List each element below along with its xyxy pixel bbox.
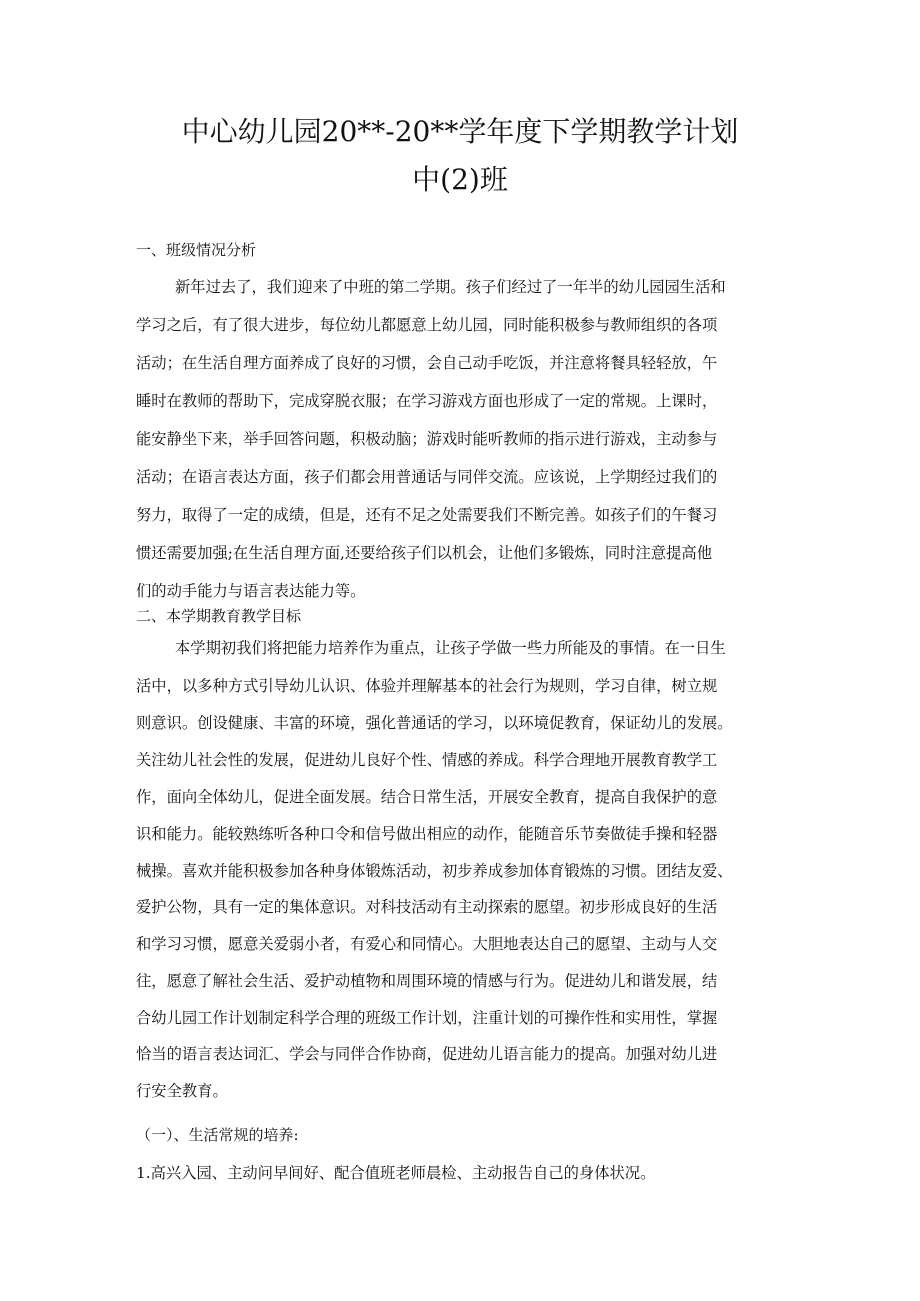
paragraph-line: 则意识。创设健康、丰富的环境，强化普通话的学习，以环境促教育，保证幼儿的发展。 <box>136 714 733 732</box>
paragraph-line: 合幼儿园工作计划制定科学合理的班级工作计划，注重计划的可操作性和实用性，掌握 <box>136 1009 718 1027</box>
paragraph-line: 和学习习惯，愿意关爱弱小者，有爱心和同情心。大胆地表达自己的愿望、主动与人交 <box>136 935 718 953</box>
document-subtitle: 中(2)班 <box>412 163 508 196</box>
paragraph-line: 们的动手能力与语言表达能力等。 <box>136 582 366 600</box>
paragraph-line: 活动；在生活自理方面养成了良好的习惯，会自己动手吃饭，并注意将餐具轻轻放，午 <box>136 354 718 372</box>
paragraph-line: 行安全教育。 <box>136 1082 228 1100</box>
paragraph-line: 能安静坐下来，举手回答问题，积极动脑；游戏时能听教师的指示进行游戏，主动参与 <box>136 430 718 448</box>
paragraph-line: 恰当的语言表达词汇、学会与同伴合作协商，促进幼儿语言能力的提高。加强对幼儿进 <box>136 1045 718 1063</box>
paragraph-line: 努力，取得了一定的成绩，但是，还有不足之处需要我们不断完善。如孩子们的午餐习 <box>136 506 718 524</box>
paragraph-line: 械操。喜欢并能积极参加各种身体锻炼活动，初步养成参加体育锻炼的习惯。团结友爱、 <box>136 862 733 880</box>
list-item: 1.高兴入园、主动问早间好、配合值班老师晨检、主动报告自己的身体状况。 <box>136 1164 656 1182</box>
paragraph-line: 学习之后，有了很大进步，每位幼儿都愿意上幼儿园，同时能积极参与教师组织的各项 <box>136 316 718 334</box>
paragraph-line: 活中，以多种方式引导幼儿认识、体验并理解基本的社会行为规则，学习自律，树立规 <box>136 677 718 695</box>
paragraph-line: 本学期初我们将把能力培养作为重点，让孩子学做一些力所能及的事情。在一日生 <box>175 639 726 657</box>
paragraph-line: 作，面向全体幼儿，促进全面发展。结合日常生活，开展安全教育，提高自我保护的意 <box>136 788 718 806</box>
paragraph-line: 惯还需要加强;在生活自理方面,还要给孩子们以机会，让他们多锻炼，同时注意提高他 <box>136 544 713 562</box>
paragraph-line: 新年过去了，我们迎来了中班的第二学期。孩子们经过了一年半的幼儿园园生活和 <box>175 278 726 296</box>
subsection-heading-life-routine: （一）、生活常规的培养: <box>136 1126 299 1144</box>
paragraph-line: 活动；在语言表达方面，孩子们都会用普通话与同伴交流。应该说，上学期经过我们的 <box>136 468 718 486</box>
paragraph-line: 往，愿意了解社会生活、爱护动植物和周围环境的情感与行为。促进幼儿和谐发展，结 <box>136 972 718 990</box>
document-title: 中心幼儿园20**-20**学年度下学期教学计划 <box>181 115 739 148</box>
section-heading-teaching-goals: 二、本学期教育教学目标 <box>136 607 302 625</box>
paragraph-line: 爱护公物，具有一定的集体意识。对科技活动有主动探索的愿望。初步形成良好的生活 <box>136 898 718 916</box>
paragraph-line: 关注幼儿社会性的发展，促进幼儿良好个性、情感的养成。科学合理地开展教育教学工 <box>136 751 718 769</box>
paragraph-line: 睡时在教师的帮助下，完成穿脱衣服；在学习游戏方面也形成了一定的常规。上课时， <box>136 392 718 410</box>
paragraph-line: 识和能力。能较熟练听各种口令和信号做出相应的动作，能随音乐节奏做徒手操和轻器 <box>136 825 718 843</box>
section-heading-class-analysis: 一、班级情况分析 <box>136 241 257 259</box>
